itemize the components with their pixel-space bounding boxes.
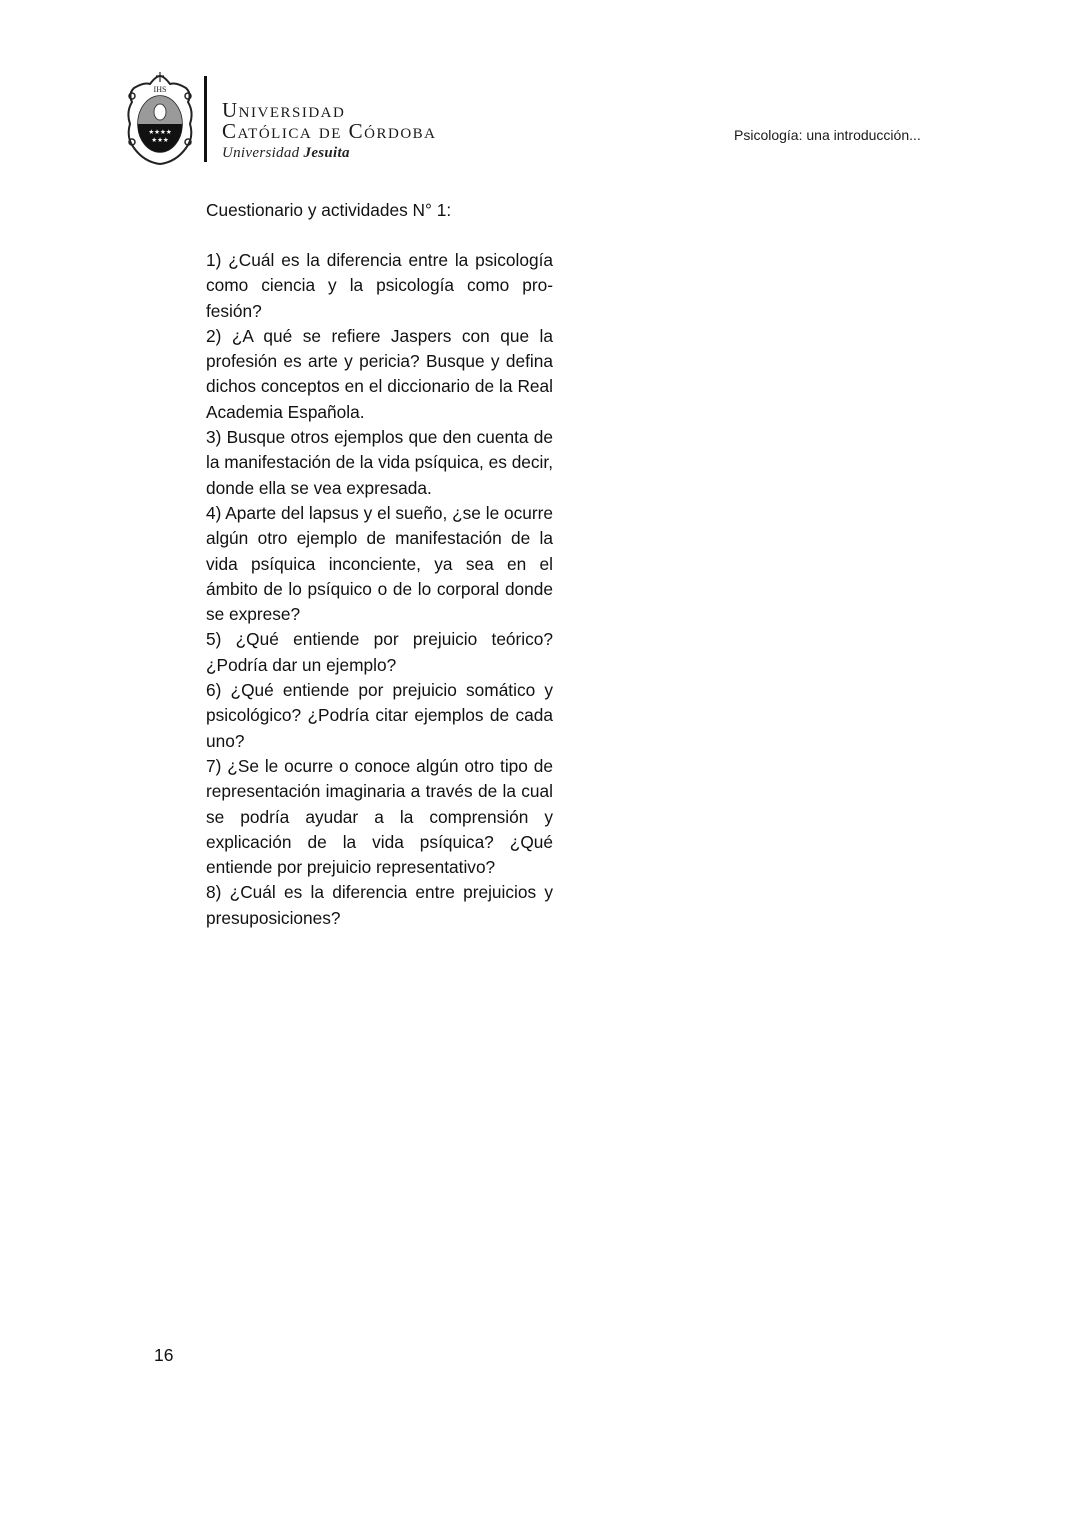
question-item: 8) ¿Cuál es la diferencia entre prejuicios y presuposiciones?: [206, 882, 553, 928]
question-item: 7) ¿Se le ocurre o conoce algún otro tipo de representación imaginaria a través de la cual se podría ayudar a la comprensión y explicación de la vida psíquica? ¿Qué entiende por prejuicio representativo?: [206, 755, 553, 878]
running-head: Psicología: una introducción...: [734, 127, 921, 143]
tagline-bold: Jesuita: [303, 145, 350, 161]
university-crest-icon: [124, 68, 196, 166]
logo-divider: [204, 76, 207, 162]
university-name-line1: Universidad: [222, 98, 346, 122]
svg-text:★★★★: ★★★★: [148, 128, 172, 136]
university-logo-text: [222, 100, 437, 162]
question-item: 4) Aparte del lapsus y el sueño, ¿se le ocurre algún otro ejemplo de manifestación de la vida psíquica inconciente, ya sea en el ámbito de lo psíquico o de lo corporal donde se exprese?: [206, 502, 553, 625]
university-name-line2: Católica de Córdoba: [222, 119, 437, 143]
section-title: Cuestionario y actividades N° 1:: [206, 200, 452, 220]
university-tagline: [222, 145, 437, 162]
question-item: 1) ¿Cuál es la diferencia entre la psicología como ciencia y la psicología como profesión?: [206, 250, 553, 321]
question-item: 2) ¿A qué se refiere Jaspers con que la profesión es arte y pericia? Busque y defina dichos conceptos en el diccionario de la Real Academia Española.: [206, 325, 553, 422]
document-content: [206, 198, 553, 931]
page-number: 16: [154, 1345, 174, 1365]
tagline-regular: Universidad: [222, 145, 304, 161]
question-item: 5) ¿Qué entiende por prejuicio teórico? ¿Podría dar un ejemplo?: [206, 629, 553, 675]
question-item: 3) Busque otros ejemplos que den cuenta de la manifestación de la vida psíquica, es decir, donde ella se vea expresada.: [206, 427, 553, 498]
question-item: 6) ¿Qué entiende por prejuicio somático y psicológico? ¿Podría citar ejemplos de cada uno?: [206, 680, 553, 751]
svg-text:★★★: ★★★: [151, 136, 169, 144]
svg-text:IHS: IHS: [153, 85, 167, 94]
